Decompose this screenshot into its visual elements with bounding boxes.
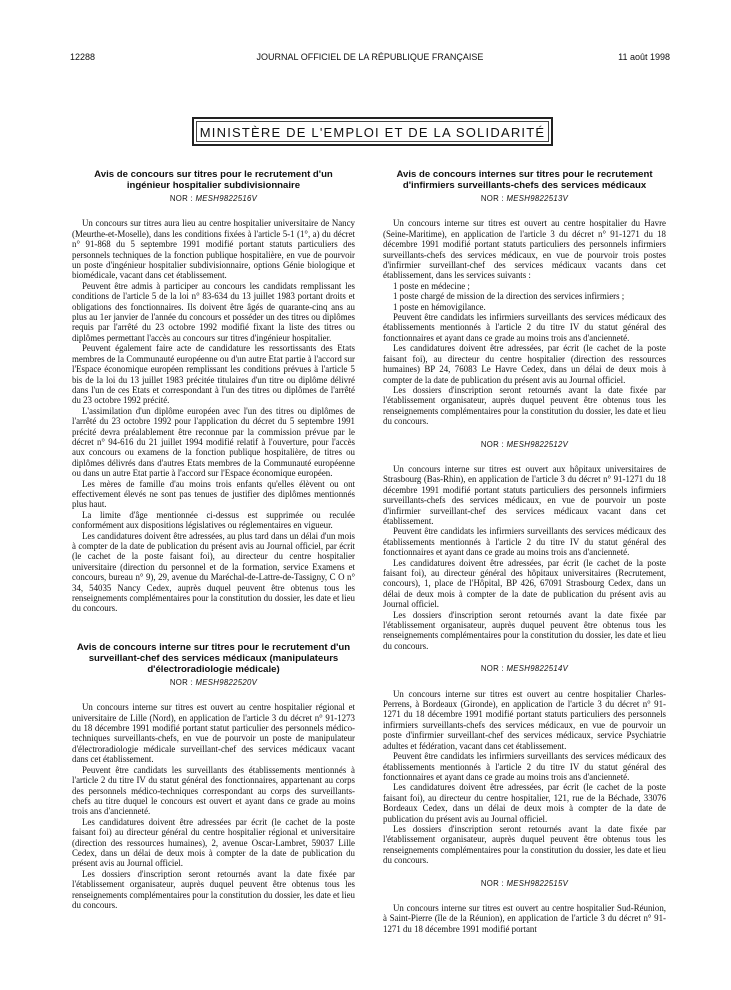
notice-paragraph: Les dossiers d'inscription seront retournés avant la date fixée par l'établissement organisateur, auprès duquel peuvent être obtenus tous les renseignements complémentaires pour la constitution du dossier, les date et lieu du concours. xyxy=(383,384,666,427)
notice-paragraph: Peuvent être candidats les infirmiers surveillants des services médicaux des établissements mentionnés à l'article 2 du titre IV du statut général des fonctionnaires et ayant dans ce grade au moins trois ans d'ancienneté. xyxy=(383,526,666,558)
notice-paragraph: Les mères de famille d'au moins trois enfants qu'elles élèvent ou ont effectivement élevés ne sont pas tenues de justifier des diplômes mentionnés plus haut. xyxy=(72,478,355,510)
nor-label: NOR : xyxy=(480,194,504,203)
nor-label: NOR : xyxy=(480,664,504,674)
notice-paragraph: Les candidatures doivent être adressées, par écrit (le cachet de la poste faisant foi), au directeur du centre hospitalier, 121, rue de la Béchade, 33076 Bordeaux Cedex, dans un délai de deux mois à compter de la date de publication du présent avis au Journal officiel. xyxy=(383,782,666,824)
notice-list-item: 1 poste en médecine ; xyxy=(393,280,470,291)
notice-paragraph: Un concours interne sur titres est ouvert aux hôpitaux universitaires de Strasbourg (Bas-Rhin), en application de l'article 3 du décret n° 91-1271 du 18 décembre 1991 modifié portant statuts particuliers des personnels infirmiers surveillants-chefs des services médicaux, en vue de pourvoir un poste d'infirmier surveillant-chef des services médicaux vacant dans cet établissement. xyxy=(383,463,666,526)
notice-paragraph: Les dossiers d'inscription seront retournés avant la date fixée par l'établissement organisateur, auprès duquel peuvent être obtenus tous les renseignements complémentaires pour la constitution du dossier, les date et lieu du concours. xyxy=(383,609,666,651)
nor-reference xyxy=(383,194,666,204)
notice-paragraph: Un concours interne sur titres est ouvert au centre hospitalier Sud-Réunion, à Saint-Pierre (île de la Réunion), en application de l'article 3 du décret n° 91-1271 du 18 décembre 1991 modifié portant xyxy=(383,902,666,934)
ministry-title-box xyxy=(192,117,553,146)
notice-paragraph: Un concours interne sur titres est ouvert au centre hospitalier du Havre (Seine-Maritime), en application de l'article 3 du décret n° 91-1271 du 18 décembre 1991 modifié portant statuts particuliers des personnels infirmiers surveillants-chefs des services médicaux, en vue de pourvoir trois postes d'infirmier surveillant-chef des services médicaux vacants dans cet établissement, dans les services suivants : xyxy=(383,218,666,281)
nor-reference xyxy=(383,879,666,889)
nor-label: NOR : xyxy=(480,878,504,888)
notice-paragraph: Peuvent être candidats les infirmiers surveillants des services médicaux des établissements mentionnés à l'article 2 du titre IV du statut général des fonctionnaires et ayant dans ce grade au moins trois ans d'ancienneté. xyxy=(383,751,666,782)
page-header xyxy=(70,52,670,66)
notice-paragraph: Les candidatures doivent être adressées par écrit (le cachet de la poste faisant foi) au directeur général du centre hospitalier régional et universitaire (direction des ressources humaines), 2, avenue Oscar-Lambret, 59037 Lille Cedex, dans un délai de deux mois à compter de la date de publication du présent avis au Journal officiel. xyxy=(72,816,355,869)
nor-reference xyxy=(72,194,355,204)
journal-title: JOURNAL OFFICIEL DE LA RÉPUBLIQUE FRANÇAISE xyxy=(256,52,484,62)
nor-code: MESH9822515V xyxy=(506,878,569,888)
nor-code: MESH9822513V xyxy=(506,194,569,203)
notice-paragraph: Peuvent également faire acte de candidature les ressortissants des Etats membres de la Communauté européenne ou d'un autre Etat partie à l'accord sur l'Espace économique européen remplissant les conditions prévues à l'article 5 bis de la loi du 13 juillet 1983 précitée titulaires d'un titre ou diplôme délivré dans l'un de ces Etats et correspondant à l'un des titres ou diplômes de l'arrêté du 23 octobre 1992 précité. xyxy=(72,343,355,406)
nor-code: MESH9822520V xyxy=(195,677,258,687)
notice-paragraph: Les candidatures doivent être adressées, au plus tard dans un délai d'un mois à compter de la date de publication du présent avis au Journal officiel, par écrit (le cachet de la poste faisant foi), au directeur du centre hospitalier universitaire (direction du personnel et de la formation, service Examens et concours, bureau n° 9), 29, avenue du Maréchal-de-Lattre-de-Tassigny, C O n° 34, 54035 Nancy Cedex, auprès duquel peuvent être obtenus tous les renseignements complémentaires pour la constitution du dossier, les date et lieu du concours. xyxy=(72,530,355,614)
notice-paragraph: Les dossiers d'inscription seront retournés avant la date fixée par l'établissement organisateur, auprès duquel peuvent être obtenus tous les renseignements complémentaires pour la constitution du dossier, les date et lieu du concours. xyxy=(383,823,666,866)
notice-list-item: 1 poste en hémovigilance. xyxy=(393,301,486,312)
nor-reference xyxy=(383,664,666,674)
nor-label: NOR : xyxy=(169,677,193,687)
right-column xyxy=(383,169,666,934)
notice-title: Avis de concours interne sur titres pour le recrutement d'un surveillant-chef des services médicaux (manipulateurs d'électroradiologie médicale) xyxy=(76,641,351,675)
nor-code: MESH9822516V xyxy=(195,194,258,203)
left-column xyxy=(72,169,355,910)
nor-code: MESH9822514V xyxy=(506,664,569,674)
page-number: 12288 xyxy=(70,52,96,62)
notice-paragraph: Un concours interne sur titres est ouvert au centre hospitalier Charles-Perrens, à Bordeaux (Gironde), en application de l'article 3 du décret n° 91-1271 du 18 décembre 1991 modifié portant statuts particuliers des personnels infirmiers surveillants-chefs des services médicaux, en vue de pourvoir un poste d'infirmier surveillant-chef des services médicaux, service Psychiatrie adultes et fédération, vacant dans cet établissement. xyxy=(383,688,666,751)
publication-date: 11 août 1998 xyxy=(618,52,670,62)
notice-list-item: 1 poste chargé de mission de la direction des services infirmiers ; xyxy=(393,291,625,302)
notice-paragraph: La limite d'âge mentionnée ci-dessus est supprimée ou reculée conformément aux dispositions législatives ou réglementaires en vigueur. xyxy=(72,509,355,531)
nor-label: NOR : xyxy=(480,439,504,449)
nor-reference xyxy=(383,440,666,450)
notice-title: Avis de concours sur titres pour le recrutement d'un ingénieur hospitalier subdivisionnaire xyxy=(94,169,333,191)
nor-label: NOR : xyxy=(169,194,193,203)
notice-paragraph: Peuvent être candidats les surveillants des établissements mentionnés à l'article 2 du titre IV du statut général des fonctionnaires, appartenant au corps des personnels médico-techniques correspondant au corps des surveillants-chefs au titre duquel le concours est ouvert et ayant dans ce grade au moins trois ans d'ancienneté. xyxy=(72,764,355,817)
nor-code: MESH9822512V xyxy=(506,439,569,449)
notice-title: Avis de concours internes sur titres pour le recrutement d'infirmiers surveillants-chefs des services médicaux xyxy=(396,169,653,191)
notice-paragraph: Un concours sur titres aura lieu au centre hospitalier universitaire de Nancy (Meurthe-et-Moselle), dans les conditions fixées à l'article 5-1 (1°, a) du décret n° 91-868 du 5 septembre 1991 modifié portant statuts particuliers des personnels techniques de la fonction publique hospitalière, en vue de pourvoir un poste d'ingénieur hospitalier subdivisionnaire, options Génie biologique et biomédicale, vacant dans cet établissement. xyxy=(72,218,355,281)
notice-paragraph: L'assimilation d'un diplôme européen avec l'un des titres ou diplômes de l'arrêté du 23 octobre 1992 pour l'application du décret du 5 septembre 1991 précité devra préalablement être reconnue par la commission prévue par le décret n° 94-616 du 21 juillet 1994 modifié relatif à l'ouverture, pour l'accès aux concours ou examens de la fonction publique hospitalière, de titres ou diplômes délivrés dans d'autres Etats membres de la Communauté européenne ou dans un autre Etat partie à l'accord sur l'Espace économique européen. xyxy=(72,405,355,479)
notice-paragraph: Peuvent être admis à participer au concours les candidats remplissant les conditions de l'article 5 de la loi n° 83-634 du 13 juillet 1983 portant droits et obligations des fonctionnaires. Ils doivent être âgés de quarante-cinq ans au plus au 1er janvier de l'année du concours et posséder un des titres ou diplômes requis par l'arrêté du 23 octobre 1992 modifié fixant la liste des titres ou diplômes permettant l'accès au concours sur titres d'ingénieur hospitalier. xyxy=(72,280,355,343)
notice-paragraph: Les dossiers d'inscription seront retournés avant la date fixée par l'établissement organisateur, auprès duquel peuvent être obtenus tous les renseignements complémentaires pour la constitution du dossier, les date et lieu du concours. xyxy=(72,868,355,910)
notice-paragraph: Peuvent être candidats les infirmiers surveillants des services médicaux des établissements mentionnés à l'article 2 du titre IV du statut général des fonctionnaires et ayant dans ce grade au moins trois ans d'ancienneté. xyxy=(383,312,666,343)
notice-paragraph: Les candidatures doivent être adressées, par écrit (le cachet de la poste faisant foi), au directeur général des hôpitaux universitaires (Recrutement, concours), 1, place de l'Hôpital, BP 426, 67091 Strasbourg Cedex, dans un délai de deux mois à compter de la date de publication du présent avis au Journal officiel. xyxy=(383,557,666,610)
notice-paragraph: Les candidatures doivent être adressées, par écrit (le cachet de la poste faisant foi), au directeur du centre hospitalier (direction des ressources humaines) BP 24, 76083 Le Havre Cedex, dans un délai de deux mois à compter de la date de publication du présent avis au Journal officiel. xyxy=(383,343,666,385)
notice-paragraph: Un concours interne sur titres est ouvert au centre hospitalier régional et universitaire de Lille (Nord), en application de l'article 3 du décret n° 91-1273 du 18 décembre 1991 modifié portant statut particulier des personnels médico-techniques surveillants-chefs, en vue de pourvoir un poste de manipulateur d'électroradiologie médicale surveillant-chef des services médicaux vacant dans cet établissement. xyxy=(72,702,355,765)
nor-reference xyxy=(72,678,355,688)
ministry-title: MINISTÈRE DE L'EMPLOI ET DE LA SOLIDARITÉ xyxy=(199,125,546,140)
